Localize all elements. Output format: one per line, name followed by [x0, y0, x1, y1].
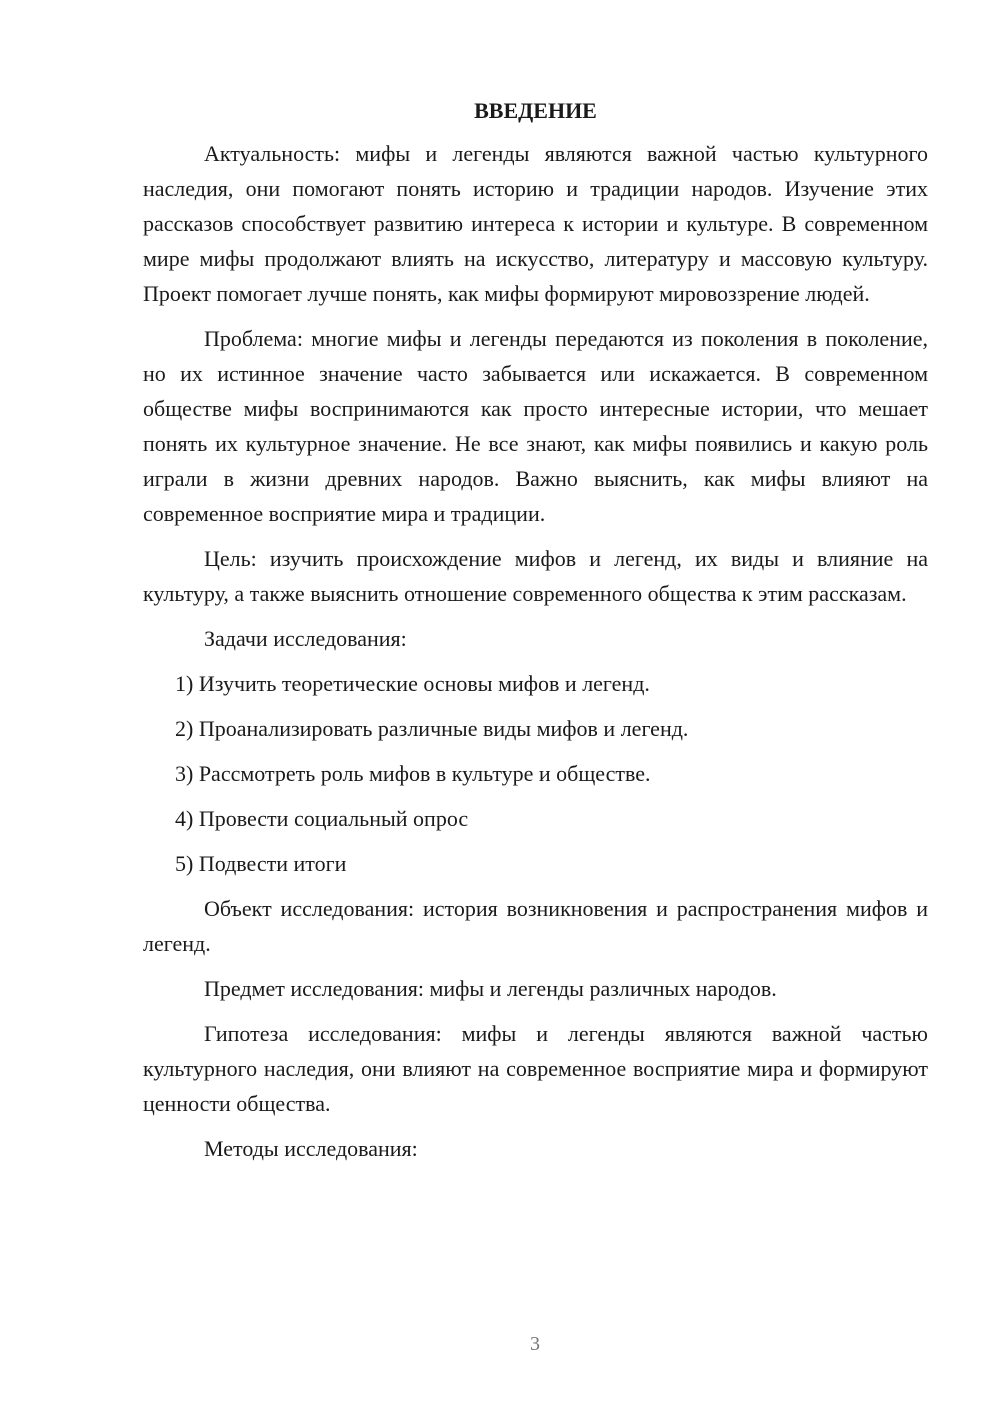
- tasks-list: [143, 666, 928, 881]
- relevance-paragraph: Актуальность: мифы и легенды являются важной частью культурного наследия, они помогают понять историю и традиции народов. Изучение этих рассказов способствует развитию интереса к истории и культуре. В современном мире мифы продолжают влиять на искусство, литературу и массовую культуру. Проект помогает лучше понять, как мифы формируют мировоззрение людей.: [143, 141, 928, 306]
- hypothesis-paragraph: Гипотеза исследования: мифы и легенды являются важной частью культурного наследия, они влияют на современное восприятие мира и формируют ценности общества.: [143, 1021, 928, 1116]
- task-item: 5) Подвести итоги: [175, 851, 347, 876]
- methods-heading: Методы исследования:: [204, 1136, 418, 1161]
- task-item: 3) Рассмотреть роль мифов в культуре и обществе.: [175, 761, 651, 786]
- goal-paragraph: Цель: изучить происхождение мифов и легенд, их виды и влияние на культуру, а также выяснить отношение современного общества к этим рассказам.: [143, 546, 928, 606]
- object-paragraph: Объект исследования: история возникновения и распространения мифов и легенд.: [143, 896, 928, 956]
- document-page: [143, 96, 928, 1176]
- task-item: 1) Изучить теоретические основы мифов и легенд.: [175, 671, 650, 696]
- subject-paragraph: Предмет исследования: мифы и легенды различных народов.: [204, 976, 777, 1001]
- section-title: ВВЕДЕНИЕ: [474, 98, 597, 123]
- tasks-heading: Задачи исследования:: [204, 626, 407, 651]
- task-item: 4) Провести социальный опрос: [175, 806, 469, 831]
- problem-paragraph: Проблема: многие мифы и легенды передаются из поколения в поколение, но их истинное значение часто забывается или искажается. В современном обществе мифы воспринимаются как просто интересные истории, что мешает понять их культурное значение. Не все знают, как мифы появились и какую роль играли в жизни древних народов. Важно выяснить, как мифы влияют на современное восприятие мира и традиции.: [143, 326, 928, 526]
- page-number: 3: [530, 1333, 540, 1355]
- task-item: 2) Проанализировать различные виды мифов и легенд.: [175, 716, 689, 741]
